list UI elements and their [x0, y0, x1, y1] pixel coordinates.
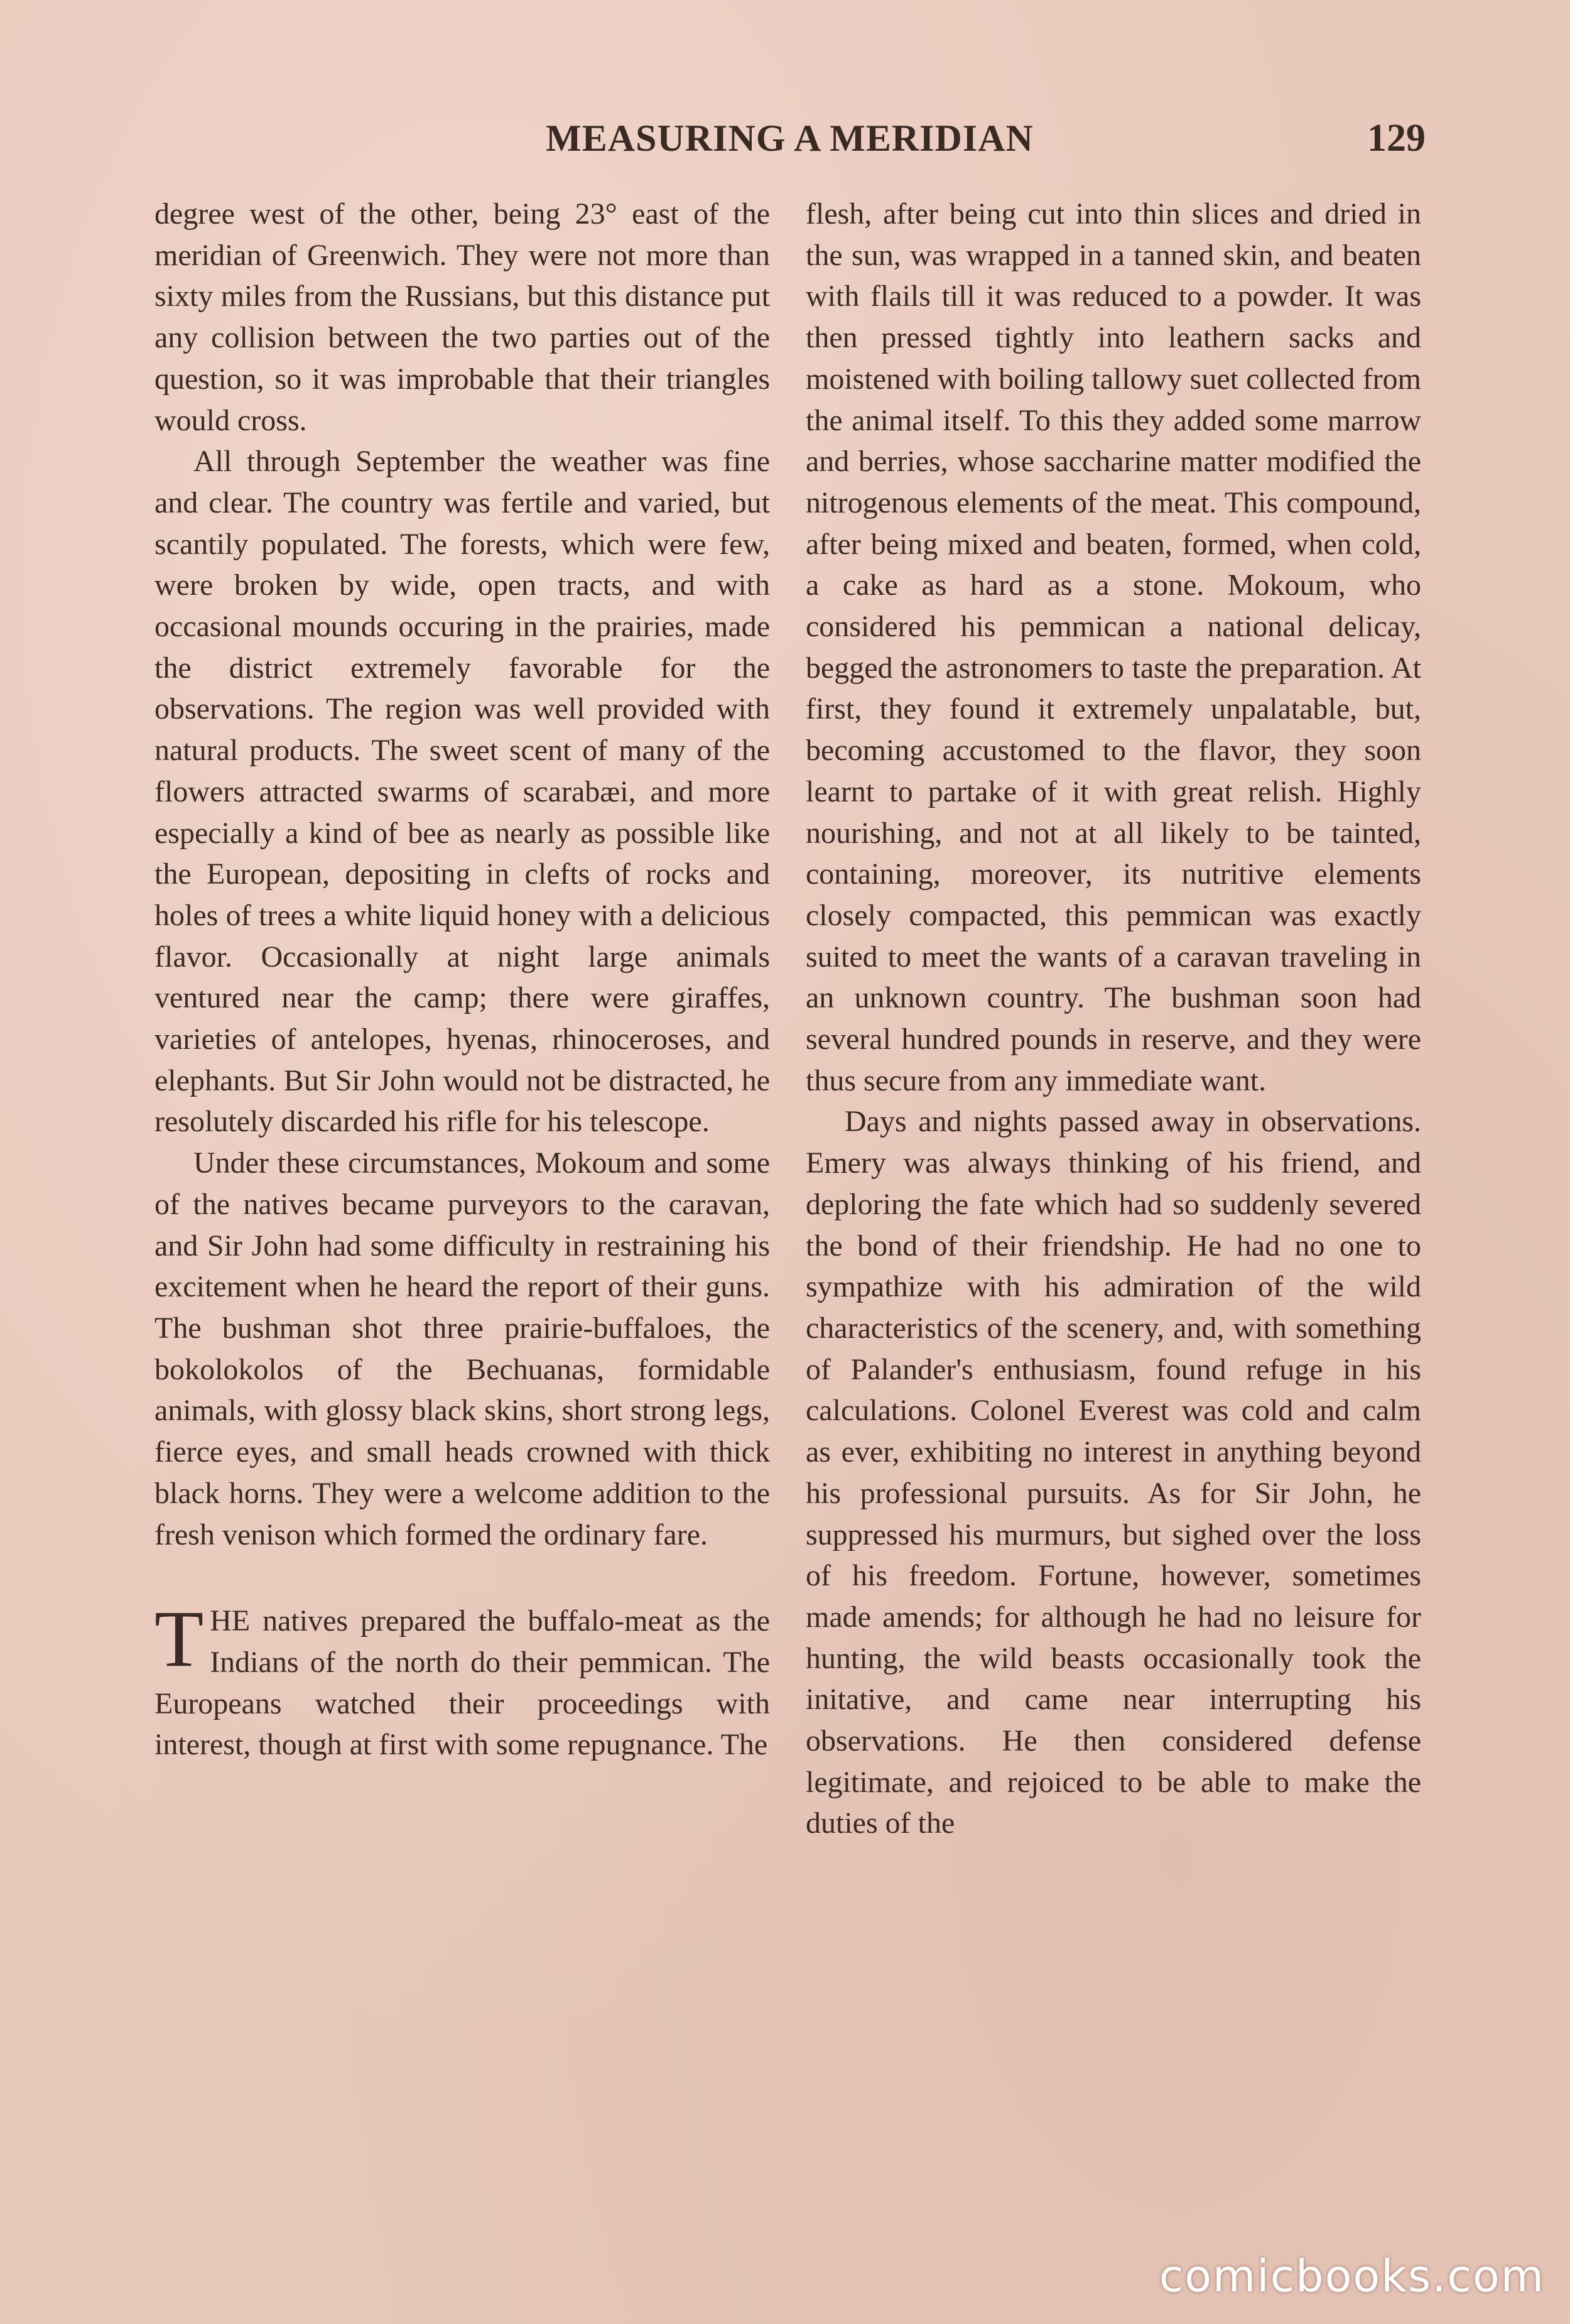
running-title: MEASURING A MERIDIAN [546, 117, 1034, 159]
drop-cap: T [154, 1594, 204, 1684]
section-break [154, 1555, 770, 1600]
paragraph: flesh, after being cut into thin slices and dried in the sun, was wrapped in a tanned skin, and beaten with flails till it was reduced to a powder. It was then pressed tightly into leathern sacks and moistened with boiling tallowy suet collected from the animal itself. To this they added some marrow and berries, whose saccharine matter modified the nitrogenous elements of the meat. This compound, after being mixed and beaten, formed, when cold, a cake as hard as a stone. Mokoum, who considered his pemmican a national delicay, begged the astronomers to taste the preparation. At first, they found it extremely unpalatable, but, becoming accustomed to the flavor, they soon learnt to partake of it with great relish. Highly nourishing, and not at all likely to be tainted, containing, moreover, its nutritive elements closely compacted, this pemmican was exactly suited to meet the wants of a caravan traveling in an unknown country. The bushman soon had several hundred pounds in reserve, and they were thus secure from any immediate want. [806, 197, 1421, 1097]
running-head [154, 113, 1426, 163]
paragraph: All through September the weather was fine and clear. The country was fertile and varied, but scantily populated. The forests, which were few, were broken by wide, open tracts, and with occasional mounds occuring in the prairies, made the district extremely favorable for the observations. The region was well provided with natural products. The sweet scent of many of the flowers attracted swarms of scarabæi, and more especially a kind of bee as nearly as possible like the European, depositing in clefts of rocks and holes of trees a white liquid honey with a delicious flavor. Occasionally at night large animals ventured near the camp; there were giraffes, varieties of antelopes, hyenas, rhinoceroses, and elephants. But Sir John would not be distracted, he resolutely discarded his rifle for his telescope. [154, 445, 770, 1139]
right-column [806, 193, 1421, 1844]
paragraph: Under these circumstances, Mokoum and some of the natives became purveyors to the caravan, and Sir John had some difficulty in restraining his excitement when he heard the report of their guns. The bushman shot three prairie-buffaloes, the bokolokolos of the Bechuanas, formidable animals, with glossy black skins, short strong legs, fierce eyes, and small heads crowned with thick black horns. They were a welcome addition to the fresh venison which formed the ordinary fare. [154, 1146, 770, 1551]
paragraph: degree west of the other, being 23° east of the meridian of Greenwich. They were not more than sixty miles from the Russians, but this distance put any collision between the two parties out of the question, so it was improbable that their triangles would cross. [154, 197, 770, 437]
paragraph-text: HE natives prepared the buffalo-meat as the Indians of the north do their pemmican. The Europeans watched their proceedings with interest, though at first with some repugnance. The [154, 1604, 770, 1762]
watermark: comicbooks.com [1159, 2251, 1545, 2302]
left-column [154, 193, 770, 1766]
page-number: 129 [1367, 117, 1426, 160]
section-opening-paragraph [154, 1594, 770, 1766]
paragraph: Days and nights passed away in observations. Emery was always thinking of his friend, and deploring the fate which had so suddenly severed the bond of their friendship. He had no one to sympathize with his admiration of the wild characteristics of the scenery, and, with something of Palander's enthusiasm, found refuge in his calculations. Colonel Everest was cold and calm as ever, exhibiting no interest in anything beyond his professional pursuits. As for Sir John, he suppressed his murmurs, but sighed over the loss of his freedom. Fortune, however, sometimes made amends; for although he had no leisure for hunting, the wild beasts occasionally took the initative, and came near interrupting his observations. He then considered defense legitimate, and rejoiced to be able to make the duties of the [806, 1105, 1421, 1840]
